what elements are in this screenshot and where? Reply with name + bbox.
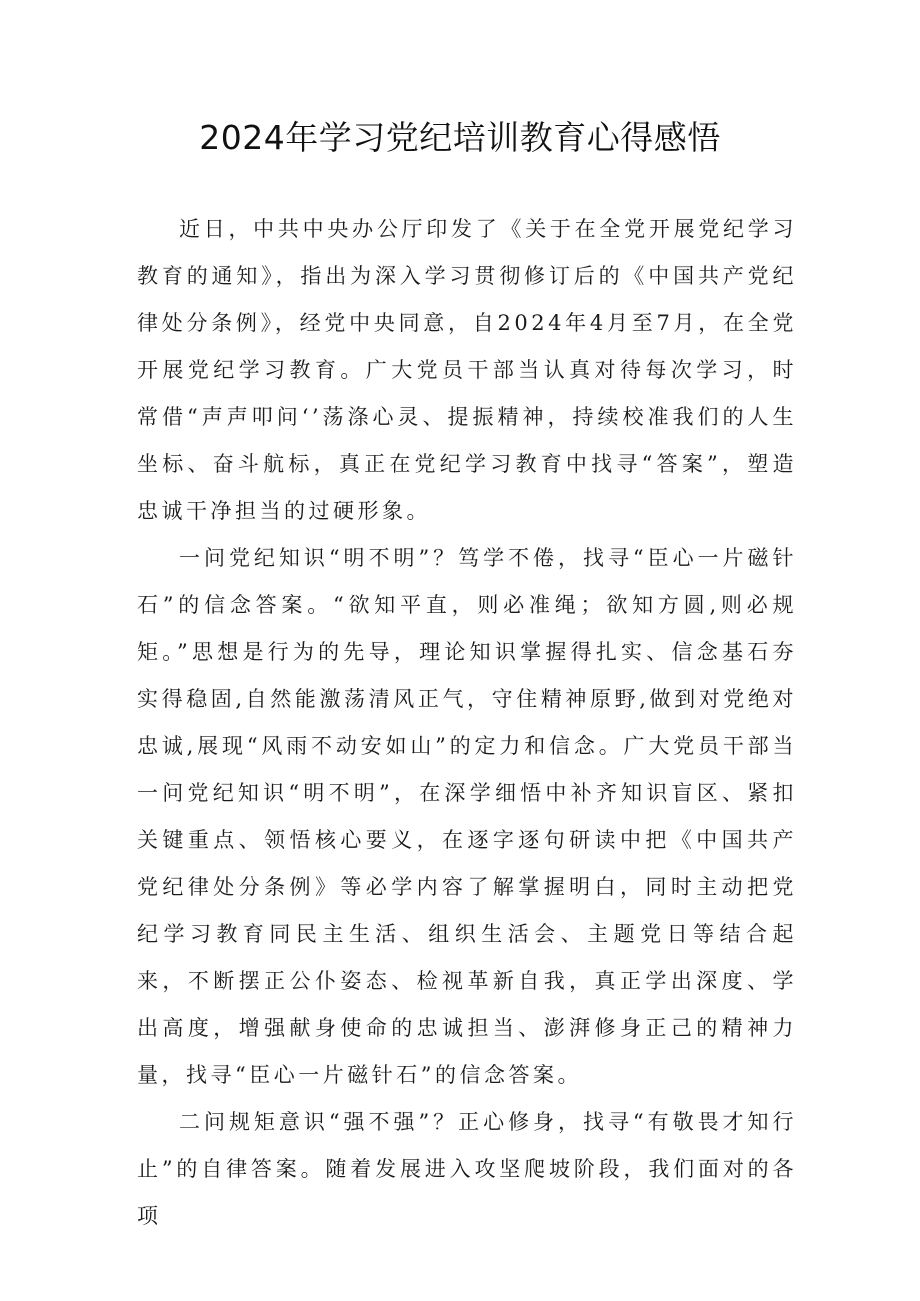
document-body	[137, 206, 797, 1240]
document-title: 2024年学习党纪培训教育心得感悟	[199, 118, 721, 157]
paragraph-section-two: 二问规矩意识“强不强”？正心修身，找寻“有敬畏才知行止”的自律答案。随着发展进入攻坚爬坡阶段，我们面对的各项	[137, 1110, 797, 1228]
paragraph-intro: 近日，中共中央办公厅印发了《关于在全党开展党纪学习教育的通知》，指出为深入学习贯彻修订后的《中国共产党纪律处分条例》，经党中央同意，自2024年4月至7月，在全党开展党纪学习教育。广大党员干部当认真对待每次学习，时常借“声声叩问‘’荡涤心灵、提振精神，持续校准我们的人生坐标、奋斗航标，真正在党纪学习教育中找寻“答案”，塑造忠诚干净担当的过硬形象。	[137, 217, 797, 523]
paragraph-section-one: 一问党纪知识“明不明”？笃学不倦，找寻“臣心一片磁针石”的信念答案。“欲知平直，则必准绳；欲知方圆,则必规矩。”思想是行为的先导，理论知识掌握得扎实、信念基石夯实得稳固,自然能激荡清风正气，守住精神原野,做到对党绝对忠诚,展现“风雨不动安如山”的定力和信念。广大党员干部当一问党纪知识“明不明”，在深学细悟中补齐知识盲区、紧扣关键重点、领悟核心要义，在逐字逐句研读中把《中国共产党纪律处分条例》等必学内容了解掌握明白，同时主动把党纪学习教育同民主生活、组织生活会、主题党日等结合起来，不断摆正公仆姿态、检视革新自我，真正学出深度、学出高度，增强献身使命的忠诚担当、澎湃修身正己的精神力量，找寻“臣心一片磁针石”的信念答案。	[137, 546, 797, 1087]
